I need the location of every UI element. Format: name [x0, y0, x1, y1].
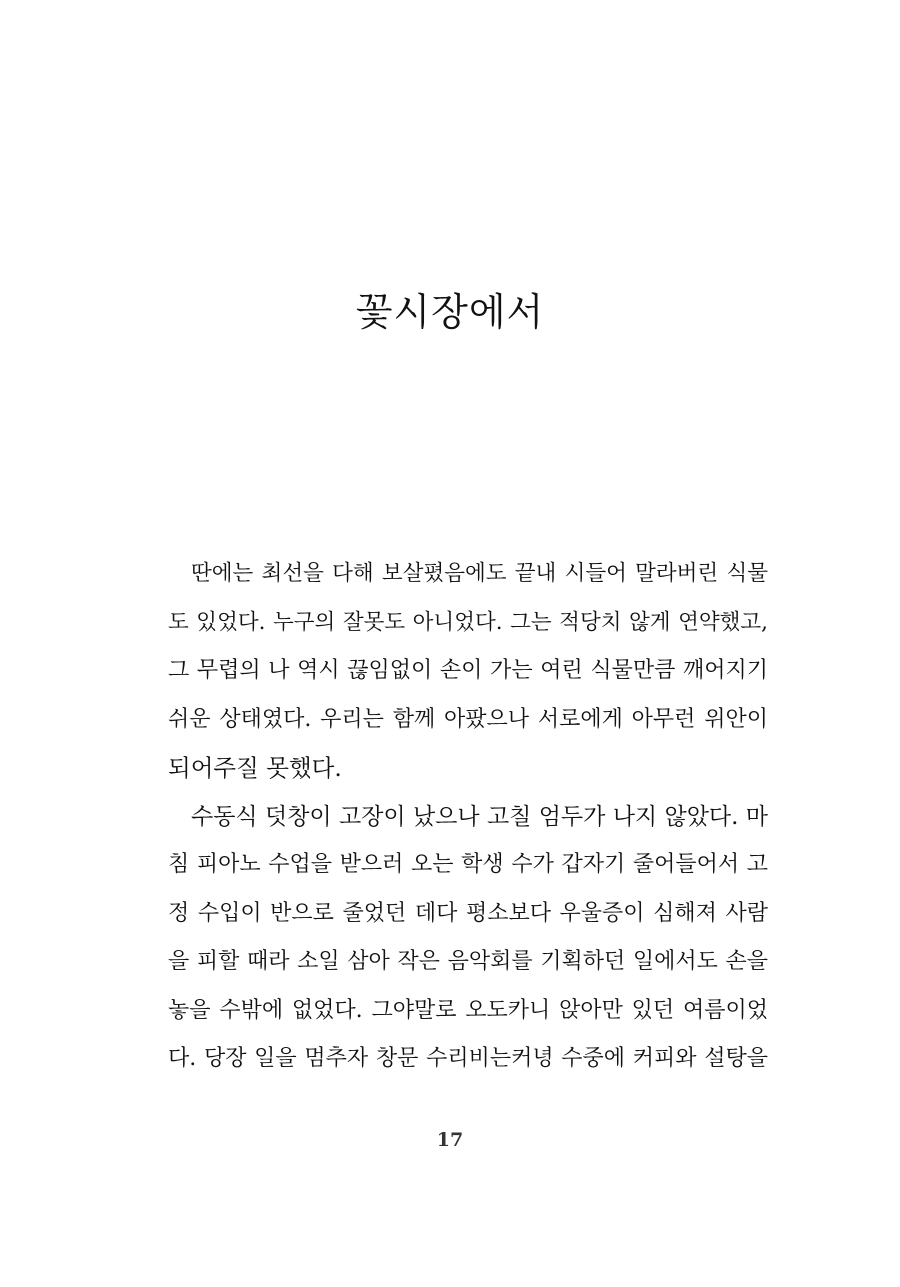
- text-line: 놓을 수밖에 없었다. 그야말로 오도카니 앉아만 있던 여름이었: [168, 997, 768, 1023]
- text-line: 그 무렵의 나 역시 끊임없이 손이 가는 여린 식물만큼 깨어지기: [168, 658, 768, 683]
- text-line: 다. 당장 일을 멈추자 창문 수리비는커녕 수중에 커피와 설탕을: [168, 1046, 768, 1071]
- chapter-title: 꽃시장에서: [355, 290, 545, 334]
- body-text: [168, 550, 768, 1084]
- text-line: 되어주질 못했다.: [168, 754, 342, 782]
- page-number: 17: [436, 1129, 464, 1151]
- text-line: 침 피아노 수업을 받으러 오는 학생 수가 갑자기 줄어들어서 고: [168, 852, 768, 877]
- text-line: 을 피할 때라 소일 삼아 작은 음악회를 기획하던 일에서도 손을: [168, 949, 768, 974]
- text-line: 정 수입이 반으로 줄었던 데다 평소보다 우울증이 심해져 사람: [168, 900, 768, 926]
- text-line: 딴에는 최선을 다해 보살폈음에도 끝내 시들어 말라버린 식물: [191, 561, 768, 586]
- paragraph-2: [168, 793, 768, 1084]
- text-line: 쉬운 상태였다. 우리는 함께 아팠으나 서로에게 아무런 위안이: [168, 706, 768, 732]
- paragraph-1: [168, 550, 768, 793]
- text-line: 수동식 덧창이 고장이 났으나 고칠 엄두가 나지 않았다. 마: [191, 803, 768, 830]
- text-line: 도 있었다. 누구의 잘못도 아니었다. 그는 적당치 않게 연약했고,: [168, 609, 768, 635]
